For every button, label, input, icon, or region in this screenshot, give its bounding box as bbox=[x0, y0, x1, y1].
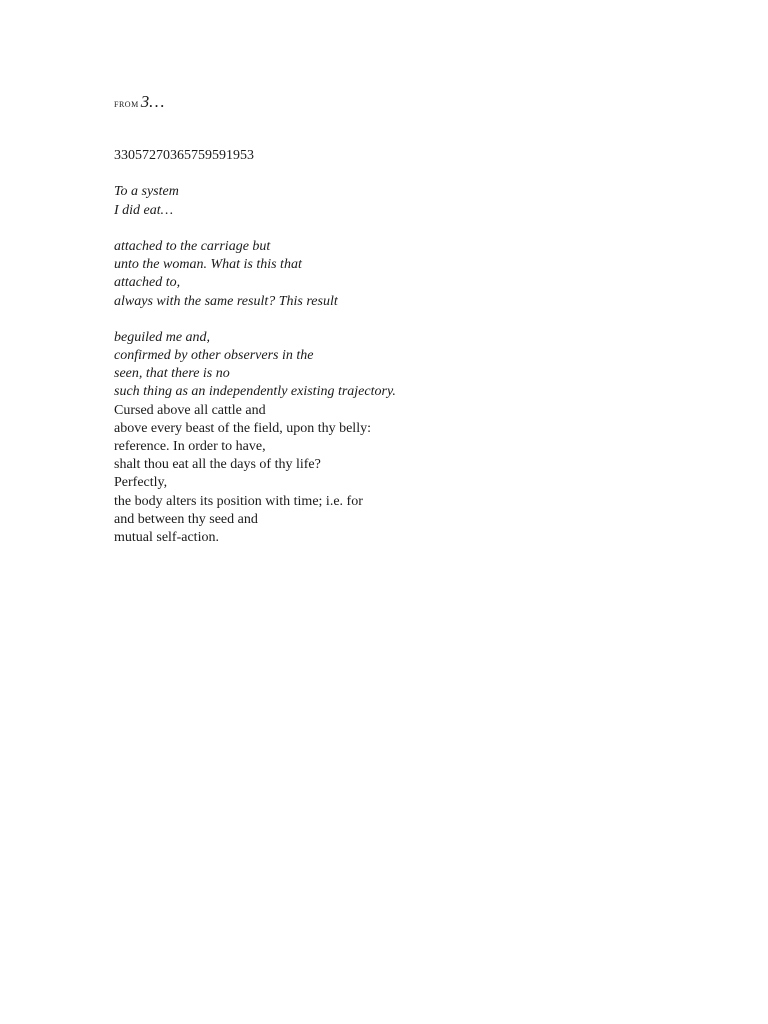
poem-line: mutual self-action. bbox=[114, 529, 219, 545]
poem-line: the body alters its position with time; i.e. for bbox=[114, 493, 363, 509]
poem-line: reference. In order to have, bbox=[114, 439, 266, 454]
poem-line: shalt thou eat all the days of thy life? bbox=[114, 457, 321, 473]
poem-line: To a system bbox=[114, 184, 179, 200]
poem-line: always with the same result? This result bbox=[114, 293, 338, 309]
heading-prefix: from bbox=[114, 98, 139, 110]
poem-line: such thing as an independently existing trajectory. bbox=[114, 384, 396, 400]
poem-line: beguiled me and, bbox=[114, 329, 211, 345]
poem-line: I did eat… bbox=[114, 202, 174, 218]
stanza-gap bbox=[114, 311, 396, 329]
poem-line: and between thy seed and bbox=[114, 511, 258, 527]
poem-line: above every beast of the field, upon thy belly: bbox=[114, 420, 371, 436]
heading-number: 3… bbox=[140, 92, 165, 111]
code-line: 33057270365759591953 bbox=[114, 148, 254, 163]
poem-line: Perfectly, bbox=[114, 475, 168, 491]
poem-line: Cursed above all cattle and bbox=[114, 402, 266, 418]
poem-body bbox=[114, 147, 396, 547]
poem-line: attached to the carriage but bbox=[114, 238, 271, 254]
poem-line: confirmed by other observers in the bbox=[114, 348, 314, 364]
poem-line: unto the woman. What is this that bbox=[114, 257, 302, 273]
poem-heading bbox=[114, 92, 164, 114]
poem-line: seen, that there is no bbox=[114, 366, 230, 382]
stanza-gap bbox=[114, 220, 396, 238]
poem-line: attached to, bbox=[114, 275, 181, 291]
stanza-gap bbox=[114, 165, 396, 183]
